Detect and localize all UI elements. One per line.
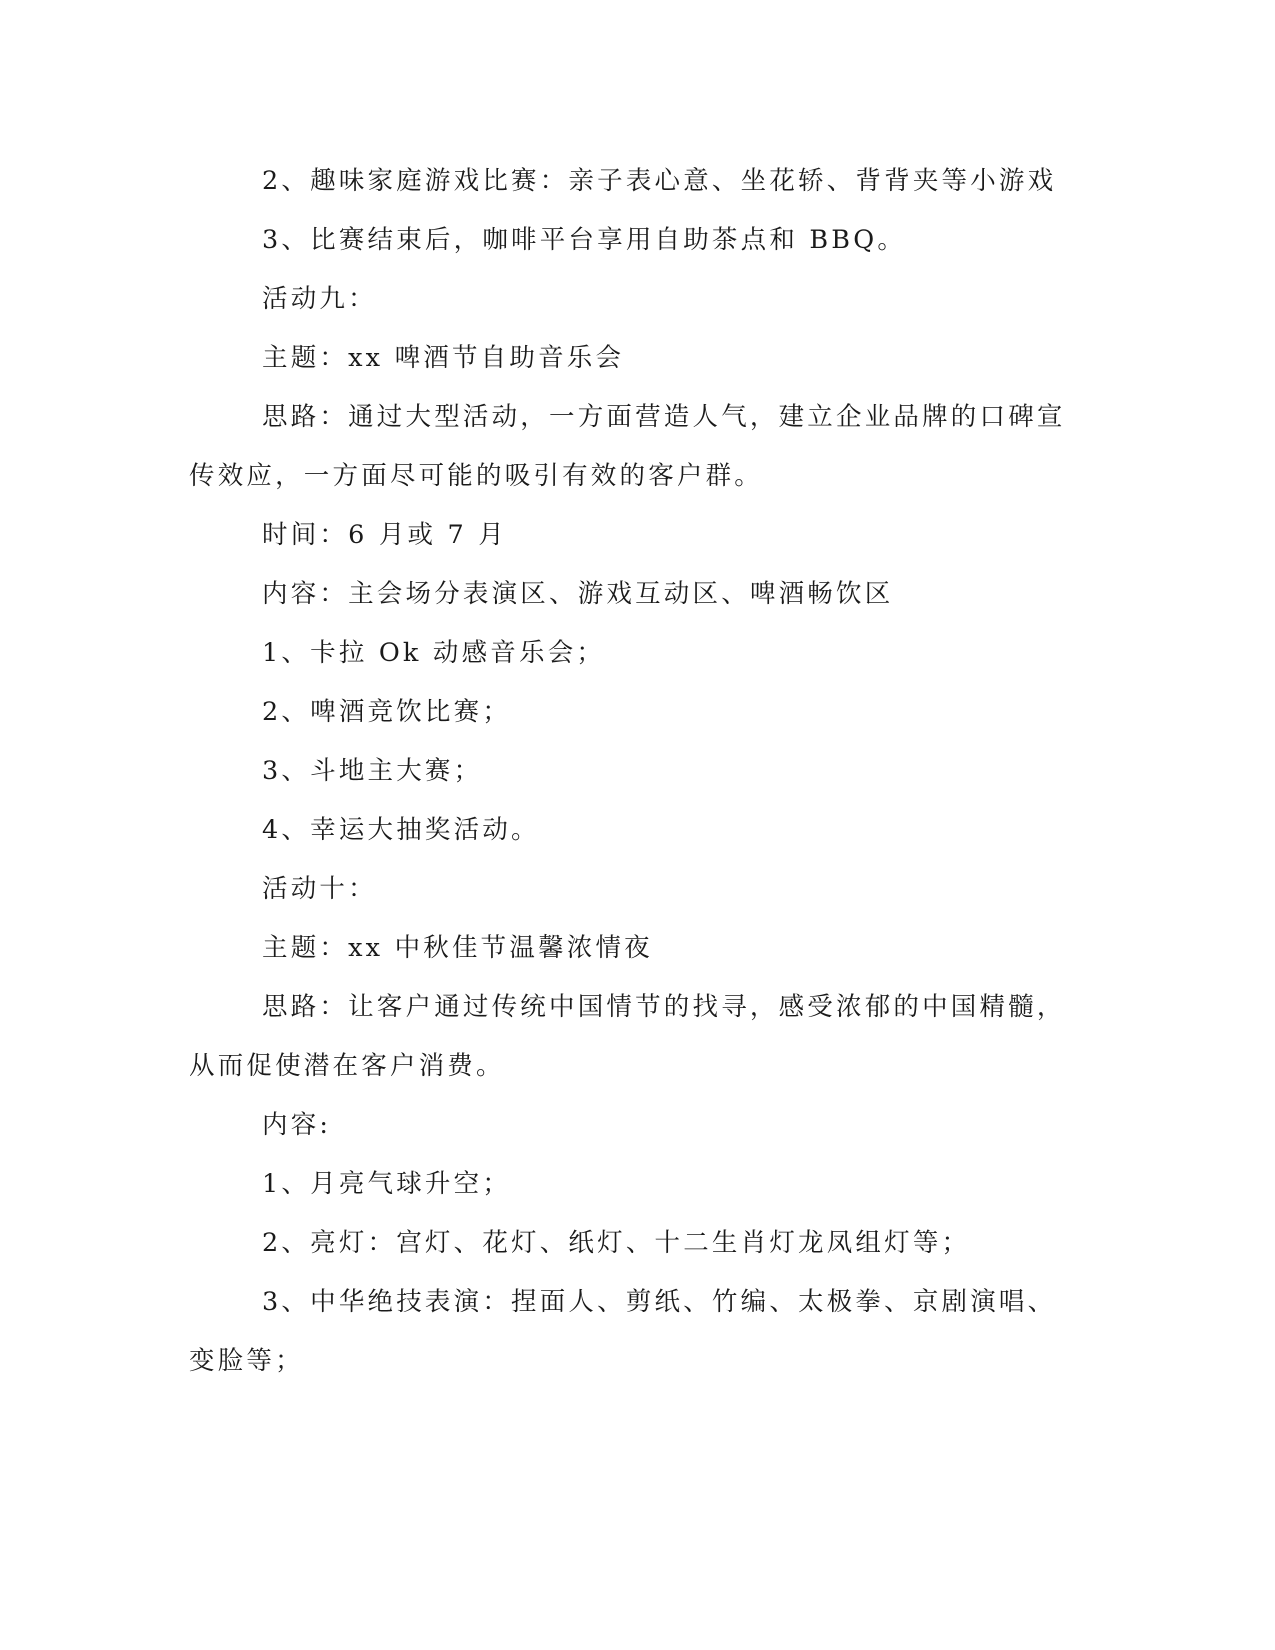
paragraph-content: 内容：主会场分表演区、游戏互动区、啤酒畅饮区 xyxy=(262,579,894,609)
list-item: 2、亮灯：宫灯、花灯、纸灯、十二生肖灯龙凤组灯等； xyxy=(262,1228,971,1258)
list-item: 3、斗地主大赛； xyxy=(262,756,483,786)
list-item: 2、啤酒竞饮比赛； xyxy=(262,697,512,727)
list-item: 4、幸运大抽奖活动。 xyxy=(262,815,540,845)
section-heading: 活动十： xyxy=(262,874,377,904)
paragraph-theme: 主题：xx 啤酒节自助音乐会 xyxy=(262,343,625,373)
list-item: 2、趣味家庭游戏比赛：亲子表心意、坐花轿、背背夹等小游戏 xyxy=(262,166,1057,196)
paragraph-theme: 主题：xx 中秋佳节温馨浓情夜 xyxy=(262,933,653,963)
list-item: 1、卡拉 Ok 动感音乐会； xyxy=(262,638,606,668)
list-item: 1、月亮气球升空； xyxy=(262,1169,512,1199)
list-item: 3、中华绝技表演：捏面人、剪纸、竹编、太极拳、京剧演唱、 xyxy=(262,1287,1057,1317)
paragraph-idea-continued: 传效应，一方面尽可能的吸引有效的客户群。 xyxy=(189,461,764,491)
list-item: 3、比赛结束后，咖啡平台享用自助茶点和 BBQ。 xyxy=(262,225,907,255)
paragraph-time: 时间：6 月或 7 月 xyxy=(262,520,507,550)
list-item-continued: 变脸等； xyxy=(189,1346,304,1376)
paragraph-idea-continued: 从而促使潜在客户消费。 xyxy=(189,1051,505,1081)
paragraph-idea: 思路：通过大型活动，一方面营造人气，建立企业品牌的口碑宣 xyxy=(262,402,1066,432)
paragraph-content: 内容: xyxy=(262,1110,332,1140)
section-heading: 活动九： xyxy=(262,284,377,314)
paragraph-idea: 思路：让客户通过传统中国情节的找寻，感受浓郁的中国精髓， xyxy=(262,992,1066,1022)
